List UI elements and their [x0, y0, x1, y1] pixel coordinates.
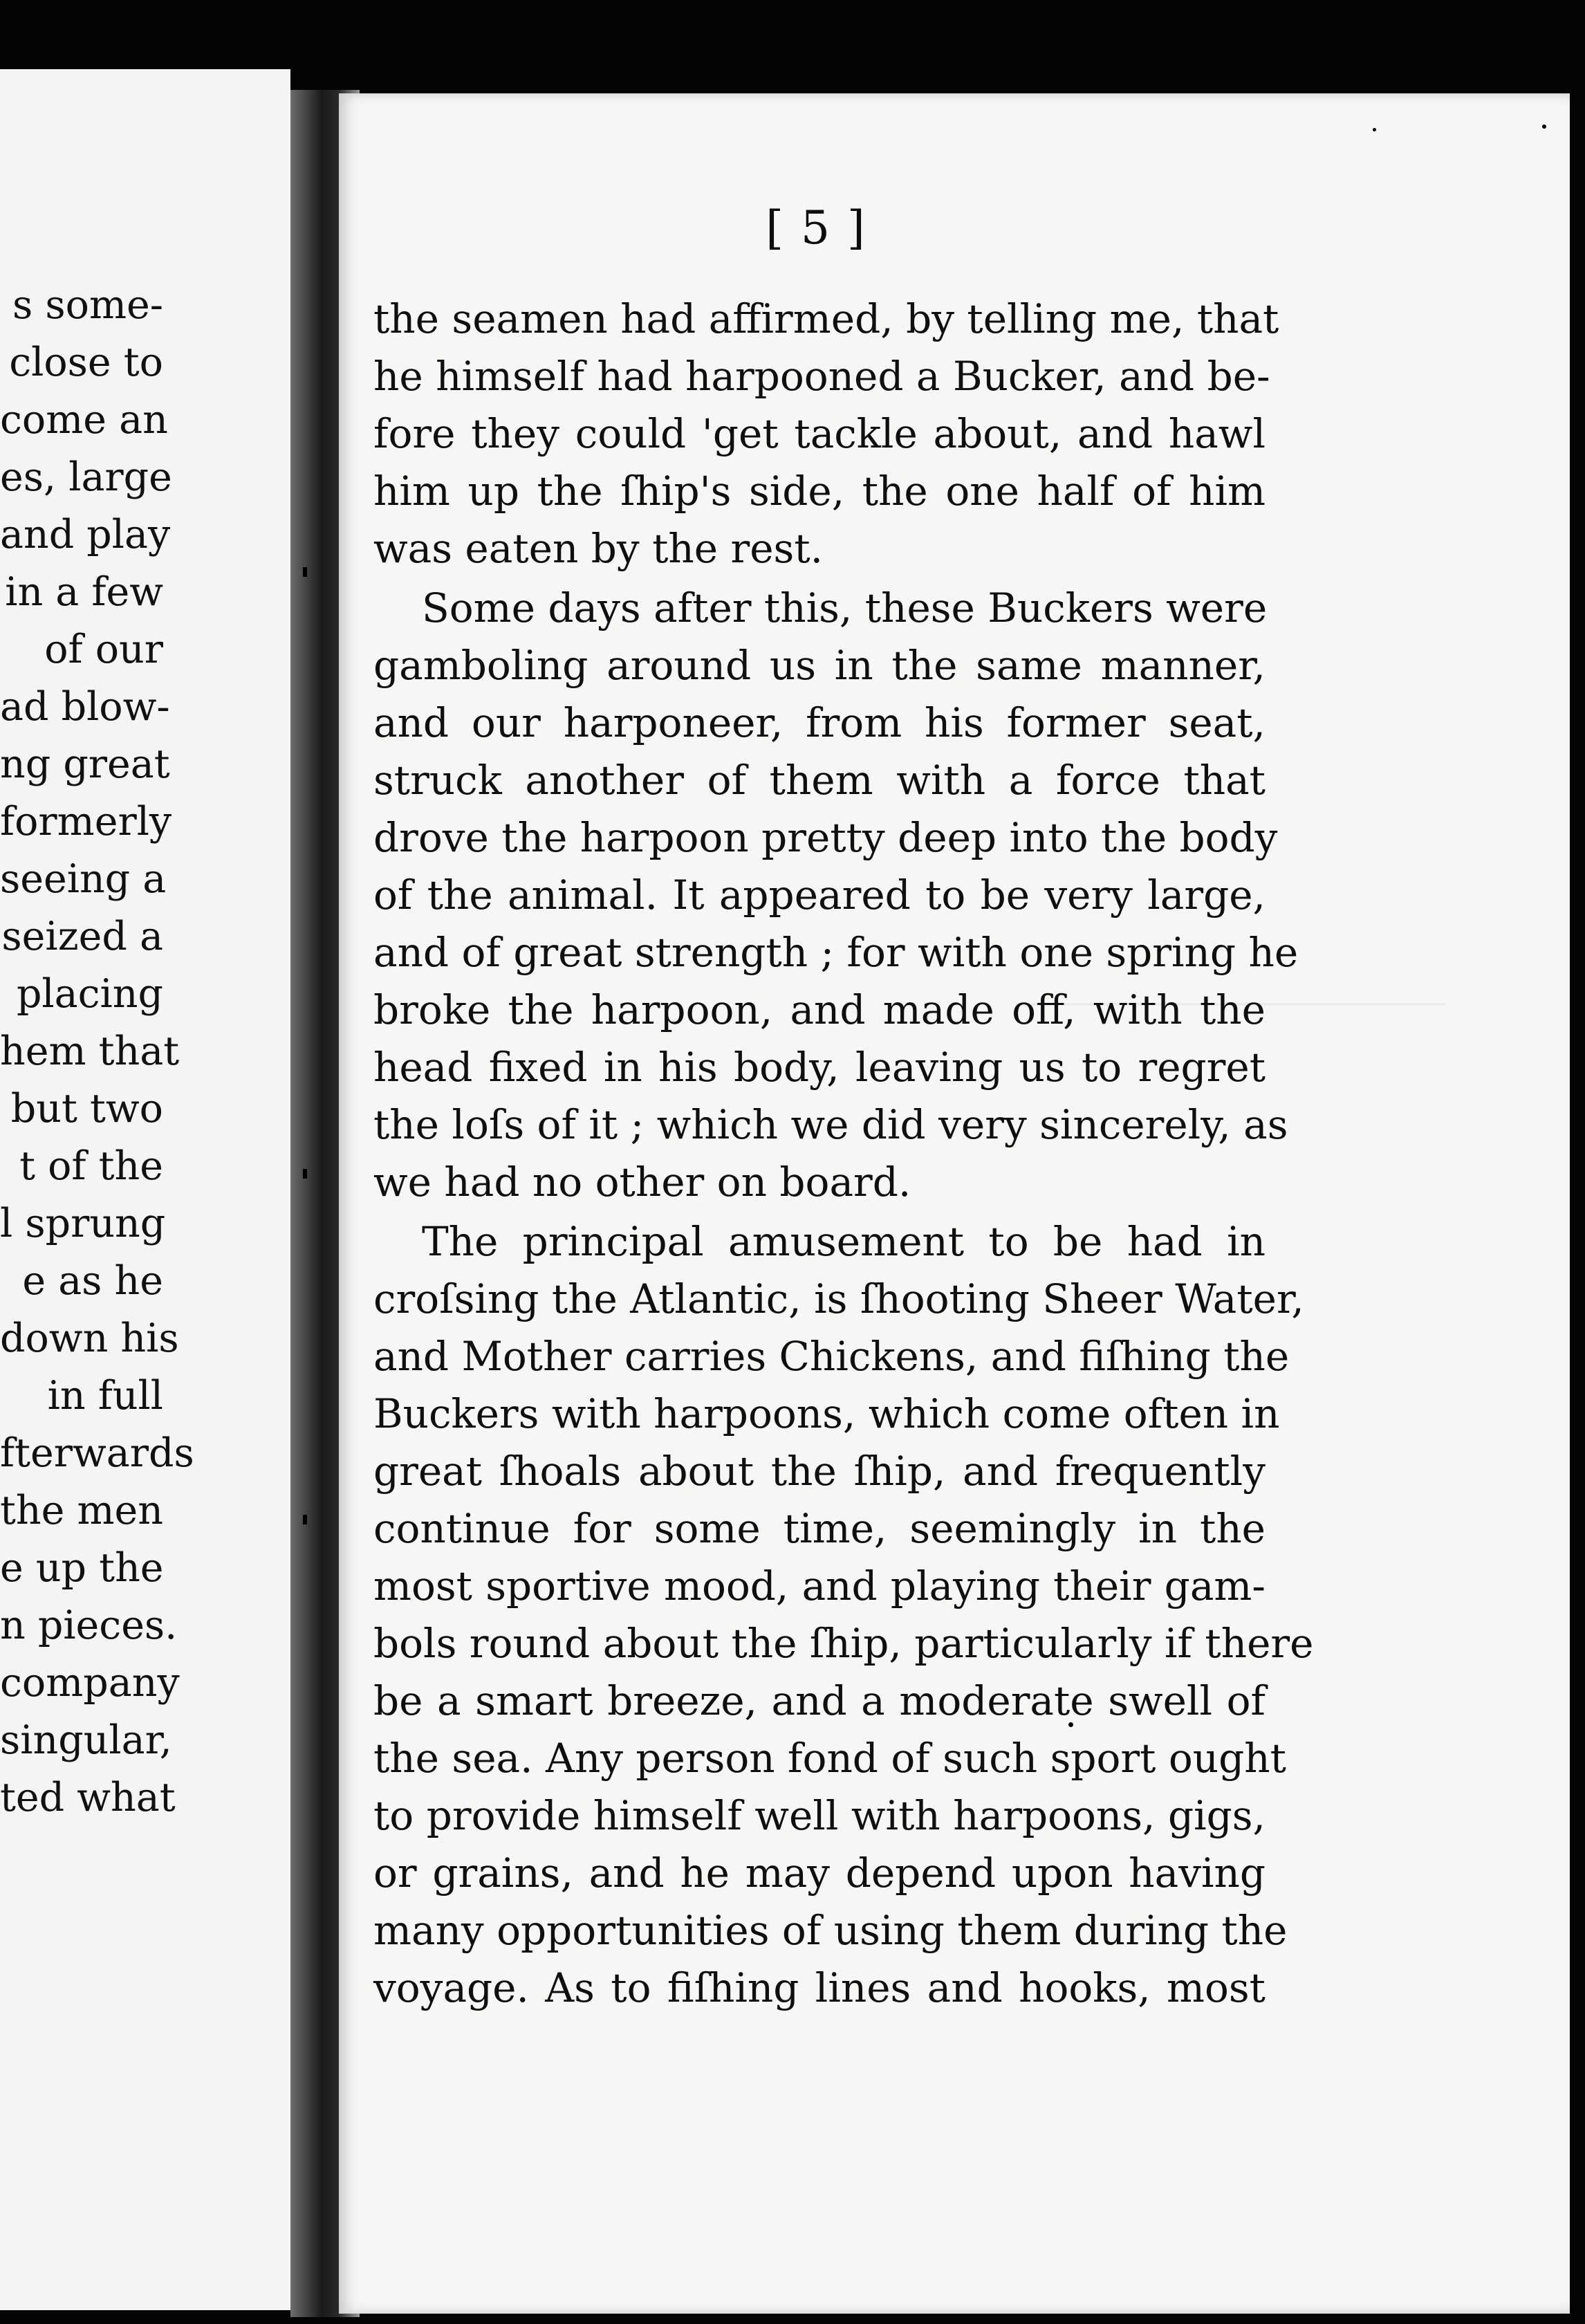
facing-page-line: of our	[44, 627, 163, 672]
text-line: and our harponeer, from his former seat,	[373, 699, 1266, 746]
text-line: continue for some time, seemingly in the	[373, 1505, 1266, 1552]
text-line: struck another of them with a force that	[373, 757, 1266, 804]
facing-page-line: es, large	[0, 454, 172, 500]
text-line: or grains, and he may depend upon having	[373, 1850, 1266, 1897]
facing-page-line: s some-	[12, 282, 163, 328]
facing-page-line: in full	[47, 1373, 163, 1419]
text-line: and of great strength ; for with one spring he	[373, 929, 1299, 976]
text-line: the loſs of it ; which we did very sincerely, as	[373, 1101, 1288, 1148]
facing-page-line: formerly	[0, 799, 172, 845]
text-line: broke the harpoon, and made off, with the	[373, 986, 1266, 1033]
gutter-speck	[303, 567, 307, 577]
facing-page-line: e as he	[22, 1258, 163, 1304]
text-line: most sportive mood, and playing their gam-	[373, 1562, 1266, 1610]
facing-page-text	[0, 277, 194, 1827]
text-line: bols round about the ſhip, particularly if there	[373, 1620, 1314, 1667]
text-line: many opportunities of using them during the	[373, 1907, 1288, 1954]
text-line: the seamen had affirmed, by telling me, that	[373, 295, 1279, 342]
facing-page-fragment	[0, 69, 290, 2310]
text-line: drove the harpoon pretty deep into the body	[373, 814, 1278, 861]
facing-page-line: company	[0, 1660, 180, 1706]
facing-page-line: placing	[16, 971, 163, 1017]
facing-page-line: l sprung	[0, 1201, 166, 1246]
facing-page-line: t of the	[19, 1143, 163, 1189]
facing-page-line: the men	[0, 1488, 163, 1533]
facing-page-line: hem that	[0, 1029, 180, 1074]
facing-page-line: seized a	[1, 914, 163, 959]
facing-page-line: and play	[0, 512, 171, 557]
text-line: Buckers with harpoons, which come often in	[373, 1390, 1280, 1437]
text-line: fore they could 'get tackle about, and hawl	[373, 410, 1266, 457]
facing-page-line: n pieces.	[0, 1603, 178, 1648]
text-line: we had no other on board.	[373, 1159, 911, 1206]
facing-page-line: down his	[0, 1316, 179, 1361]
paragraph-start-line: The principal amusement to be had in	[422, 1218, 1266, 1265]
text-line: gamboling around us in the same manner,	[373, 642, 1266, 689]
text-line: to provide himself well with harpoons, gigs,	[373, 1792, 1266, 1839]
text-line: he himself had harpooned a Bucker, and be-	[373, 353, 1270, 400]
page-number: [ 5 ]	[766, 201, 866, 255]
body-text	[373, 290, 1314, 2017]
dust-speck	[1542, 124, 1546, 129]
facing-page-line: ted what	[0, 1775, 176, 1820]
facing-page-line: in a few	[5, 569, 163, 615]
facing-page-line: fterwards	[0, 1430, 194, 1476]
text-line: croſsing the Atlantic, is ſhooting Sheer Water,	[373, 1275, 1304, 1322]
paragraph-start-line: Some days after this, these Buckers were	[422, 584, 1268, 631]
text-line: head fixed in his body, leaving us to regret	[373, 1044, 1266, 1091]
text-line: great ſhoals about the ſhip, and frequently	[373, 1448, 1266, 1495]
facing-page-line: ng great	[0, 741, 170, 787]
facing-page-line: e up the	[0, 1545, 164, 1591]
text-line: be a smart breeze, and a moderate swell of	[373, 1677, 1266, 1724]
facing-page-line: ad blow-	[0, 684, 170, 730]
dust-speck	[1373, 128, 1376, 131]
text-line: voyage. As to fiſhing lines and hooks, most	[373, 1964, 1266, 2011]
text-line: the sea. Any person fond of such sport ought	[373, 1735, 1286, 1782]
facing-page-line: but two	[10, 1086, 163, 1132]
gutter-speck	[303, 1169, 307, 1179]
text-line: him up the ſhip's side, the one half of him	[373, 468, 1266, 515]
text-line: and Mother carries Chickens, and fiſhing the	[373, 1333, 1290, 1380]
text-line: of the animal. It appeared to be very large,	[373, 872, 1266, 919]
facing-page-line: close to	[9, 340, 163, 385]
facing-page-line: come an	[0, 397, 168, 443]
text-line: was eaten by the rest.	[373, 525, 824, 572]
facing-page-line: seeing a	[0, 856, 167, 902]
gutter-speck	[303, 1515, 307, 1524]
facing-page-line: singular,	[0, 1717, 172, 1763]
